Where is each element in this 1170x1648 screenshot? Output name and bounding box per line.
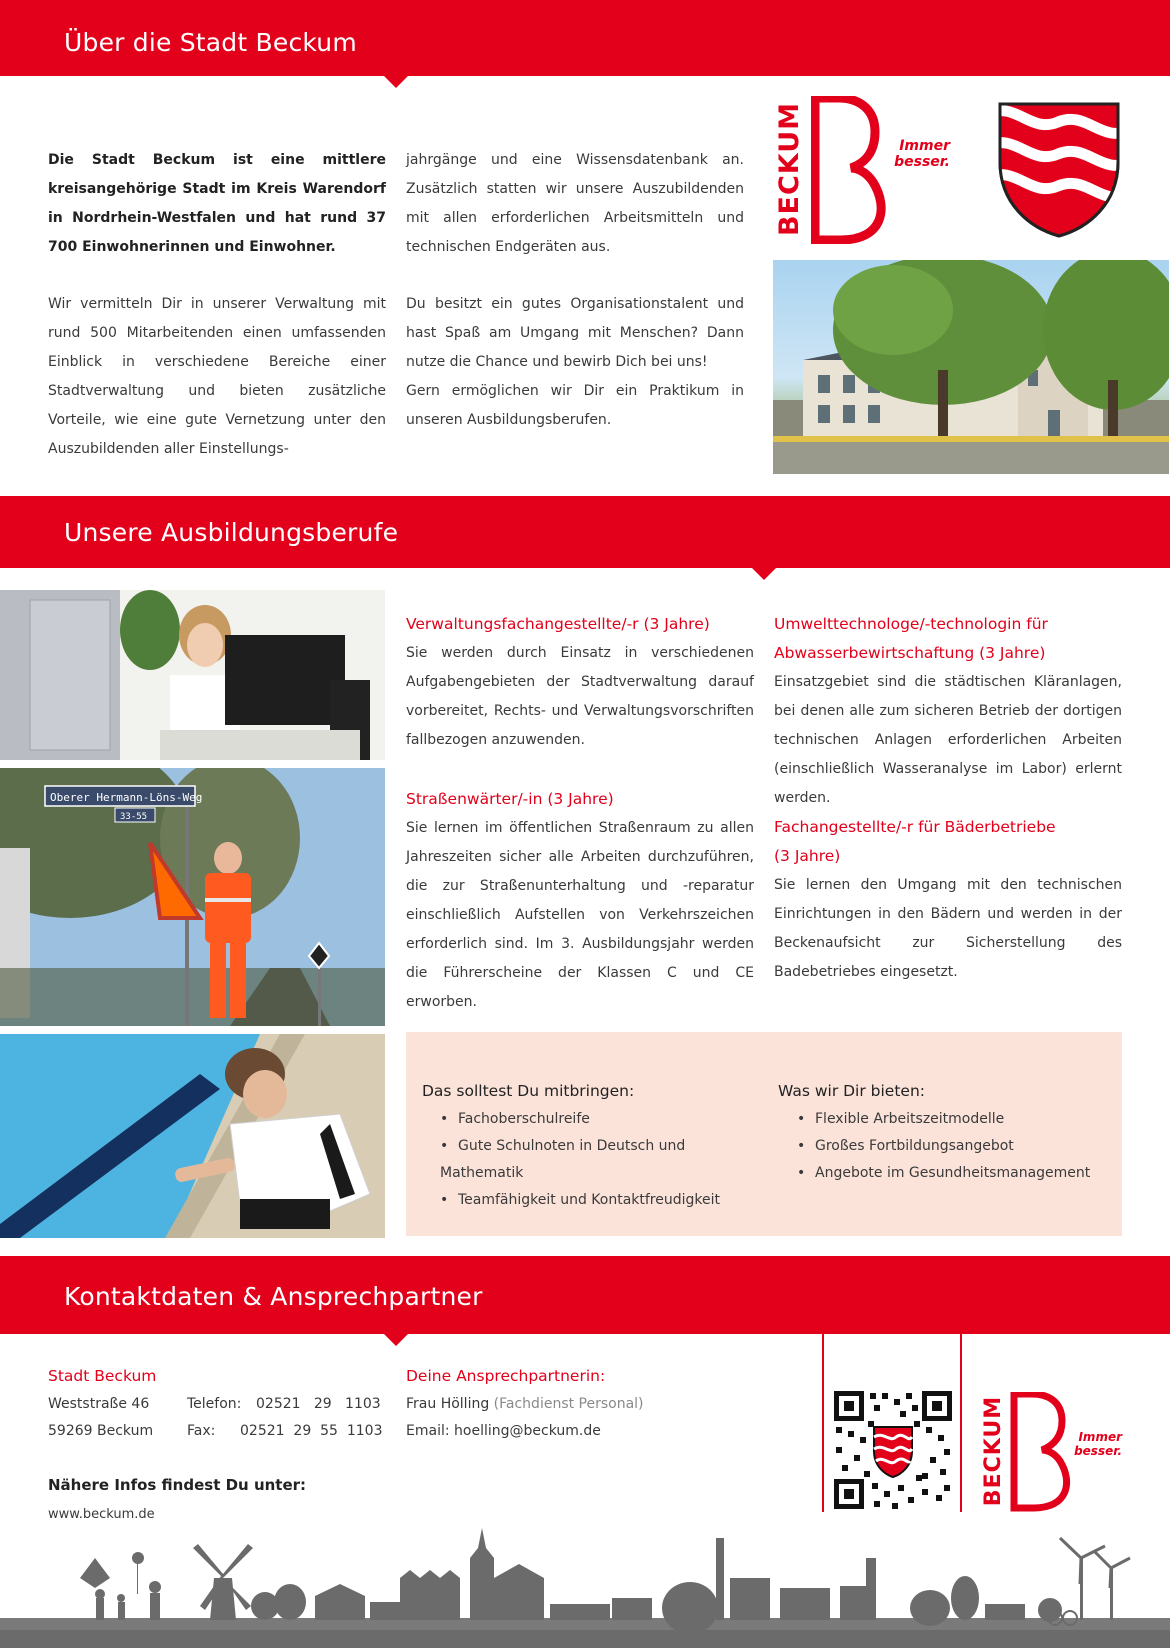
email-link[interactable]: hoelling@beckum.de [454, 1423, 601, 1439]
office-worker-photo [0, 590, 385, 760]
about-paragraph-1: Wir vermitteln Dir in unserer Verwaltung mit rund 500 Mitarbeitenden einen umfassenden Einblick in verschiedene Bereiche einer Stadtverwaltung und bieten zusätzliche Vorteile, wie eine gute Vernetzung unter den Auszubildenden aller Einstellungs- [48, 296, 386, 457]
header-notch [752, 568, 776, 580]
about-paragraph-2: jahrgänge und eine Wissensdatenbank an. Zusätzlich statten wir unsere Auszubildenden mit allen erforderlichen Arbeitsmitteln und technischen Endgeräten aus. [406, 152, 744, 255]
partner-name: Frau Hölling [406, 1396, 490, 1412]
slogan-line-1: Immer [899, 138, 950, 154]
job-title-4 [774, 813, 1056, 871]
section-title: Über die Stadt Beckum [64, 28, 357, 57]
road-worker-photo [0, 768, 385, 1026]
job-title-2: Straßenwärter/-in (3 Jahre) [406, 790, 614, 808]
about-intro: Die Stadt Beckum ist eine mittlere kreisangehörige Stadt im Kreis Warendorf in Nordrhein-Westfalen und hat rund 37 700 Einwohnerinnen und Einwohner. [48, 152, 386, 255]
about-paragraph-3: Du besitzt ein gutes Organisationstalent und hast Spaß am Umgang mit Menschen? Dann nutze die Chance und bewirb Dich bei uns! [406, 296, 744, 370]
pool-illustration [0, 1034, 385, 1238]
section-header-about [0, 0, 1170, 76]
divider-line [960, 1334, 962, 1512]
logo-wordmark: BECKUM [981, 1395, 1006, 1507]
beckum-logo-bottom [980, 1392, 1120, 1512]
more-info-label: Nähere Infos findest Du unter: [48, 1476, 307, 1494]
job-title-3-line-2: Abwasserbewirtschaftung (3 Jahre) [774, 644, 1046, 662]
job-title-3-line-1: Umwelttechnologe/-technologin für [774, 615, 1048, 633]
logo-b-mark [811, 96, 891, 244]
partner-line [406, 1390, 644, 1419]
contact-street: Weststraße 46 [48, 1396, 150, 1412]
header-notch [384, 1334, 408, 1346]
requirement-item: • Teamfähigkeit und Kontaktfreudigkeit [440, 1187, 770, 1214]
requirements-title: Das solltest Du mitbringen: [422, 1082, 635, 1100]
coat-of-arms-icon [996, 100, 1122, 240]
town-hall-illustration [773, 260, 1169, 474]
contact-org: Stadt Beckum [48, 1367, 157, 1385]
logo-b-mark [1010, 1392, 1076, 1512]
partner-department: (Fachdienst Personal) [493, 1396, 644, 1412]
divider-line [822, 1334, 824, 1512]
offers-list [797, 1106, 1117, 1187]
office-illustration [0, 590, 385, 760]
phone-label: Telefon: [187, 1396, 242, 1412]
job-title-1: Verwaltungsfachangestellte/-r (3 Jahre) [406, 615, 710, 633]
slogan-line-1: Immer [1078, 1430, 1122, 1444]
job-title-4-line-2: (3 Jahre) [774, 847, 841, 865]
offer-item: • Angebote im Gesundheitsmanagement [797, 1160, 1117, 1187]
section-header-jobs [0, 496, 1170, 568]
offer-item: • Flexible Arbeitszeitmodelle [797, 1106, 1117, 1133]
road-illustration [0, 768, 385, 1026]
beckum-logo [773, 96, 953, 244]
street-sign-text: Oberer Hermann-Löns-Weg [50, 791, 203, 804]
section-title: Kontaktdaten & Ansprechpartner [64, 1282, 483, 1311]
job-title-4-line-1: Fachangestellte/-r für Bäderbetriebe [774, 818, 1056, 836]
contact-city: 59269 Beckum [48, 1423, 154, 1439]
partner-title: Deine Ansprechpartnerin: [406, 1367, 606, 1385]
job-text-2: Sie lernen im öffentlichen Straßenraum zu allen Jahreszeiten sicher alle Arbeiten durchzuführen, die zur Straßenunterhaltung und -reparatur einschließlich Aufstellen von Verkehrszeichen erforderlich sind. Im 3. Ausbildungsjahr werden die Führerscheine der Klassen C und CE erworben. [406, 820, 754, 1010]
job-title-3 [774, 610, 1048, 668]
offers-title: Was wir Dir bieten: [778, 1082, 926, 1100]
street-sign-number: 33-55 [120, 812, 148, 822]
town-hall-photo [773, 260, 1169, 474]
city-skyline-illustration [0, 1518, 1170, 1648]
section-header-contact [0, 1256, 1170, 1334]
slogan-line-2: besser. [1074, 1444, 1122, 1458]
website-link[interactable]: www.beckum.de [48, 1507, 155, 1522]
qr-code-icon [834, 1391, 952, 1509]
slogan-line-2: besser. [894, 154, 950, 170]
job-text-3: Einsatzgebiet sind die städtischen Kläranlagen, bei denen alle zum sicheren Betrieb der dortigen technischen Anlagen erforderlichen Arbeiten (einschließlich Wasseranalyse im Labor) erlernt werden. [774, 674, 1122, 806]
offer-item: • Großes Fortbildungsangebot [797, 1133, 1117, 1160]
pool-attendant-photo [0, 1034, 385, 1238]
qr-code[interactable] [834, 1391, 952, 1509]
logo-slogan [886, 138, 950, 170]
requirements-list [440, 1106, 770, 1214]
email-line [406, 1417, 601, 1446]
requirement-item: • Fachoberschulreife [440, 1106, 770, 1133]
about-paragraph-4: Gern ermöglichen wir Dir ein Praktikum in unseren Ausbildungsberufen. [406, 383, 744, 428]
fax-value: 02521 29 55 1103 [240, 1423, 383, 1439]
phone-value: 02521 29 1103 [256, 1396, 381, 1412]
logo-wordmark: BECKUM [774, 101, 805, 237]
fax-label: Fax: [187, 1423, 216, 1439]
email-label: Email: [406, 1423, 450, 1439]
requirement-item: • Gute Schulnoten in Deutsch und Mathematik [440, 1133, 770, 1187]
header-notch [384, 76, 408, 88]
logo-slogan [1070, 1430, 1122, 1458]
job-text-1: Sie werden durch Einsatz in verschiedenen Aufgabengebieten der Stadtverwaltung darauf vorbereitet, Rechts- und Verwaltungsvorschriften fallbezogen anzuwenden. [406, 645, 754, 748]
job-text-4: Sie lernen den Umgang mit den technischen Einrichtungen in den Bädern und werden in der Beckenaufsicht zur Sicherstellung des Badebetriebes eingesetzt. [774, 877, 1122, 980]
section-title: Unsere Ausbildungsberufe [64, 518, 399, 547]
